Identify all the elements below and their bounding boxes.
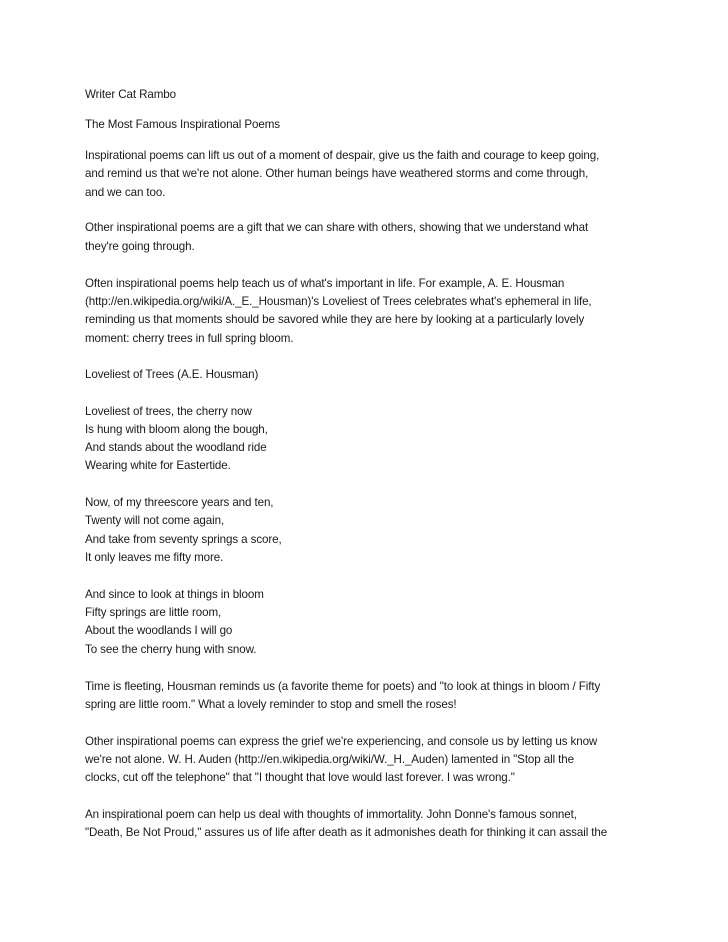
poem-line: Twenty will not come again, [85, 514, 225, 527]
paragraph-2-line: Other inspirational poems are a gift that we can share with others, showing that we understand what [85, 221, 589, 234]
document-title: The Most Famous Inspirational Poems [85, 118, 280, 131]
poem-line: And take from seventy springs a score, [85, 533, 282, 546]
paragraph-5-line: we're not alone. W. H. Auden (http://en.wikipedia.org/wiki/W._H._Auden) lamented in "Stop all the [85, 753, 574, 766]
paragraph-2-line: they're going through. [85, 240, 195, 253]
poem-line: Now, of my threescore years and ten, [85, 496, 274, 509]
paragraph-4-line: Time is fleeting, Housman reminds us (a favorite theme for poets) and "to look at things in bloom / Fifty [85, 680, 601, 693]
paragraph-5-line: Other inspirational poems can express the grief we're experiencing, and console us by letting us know [85, 735, 598, 748]
author-line: Writer Cat Rambo [85, 88, 176, 101]
paragraph-3-line: reminding us that moments should be savored while they are here by looking at a particularly lovely [85, 313, 585, 326]
paragraph-3-line: (http://en.wikipedia.org/wiki/A._E._Housman)'s Loveliest of Trees celebrates what's ephemeral in life, [85, 295, 592, 308]
poem-line: It only leaves me fifty more. [85, 551, 224, 564]
poem-line: And since to look at things in bloom [85, 588, 264, 601]
paragraph-1-line: and remind us that we're not alone. Other human beings have weathered storms and come through, [85, 167, 589, 180]
poem-title: Loveliest of Trees (A.E. Housman) [85, 368, 259, 381]
poem-line: About the woodlands I will go [85, 624, 233, 637]
paragraph-3-line: moment: cherry trees in full spring bloom. [85, 332, 294, 345]
paragraph-5-line: clocks, cut off the telephone" that "I thought that love would last forever. I was wrong." [85, 771, 515, 784]
poem-line: And stands about the woodland ride [85, 441, 267, 454]
paragraph-4-line: spring are little room." What a lovely reminder to stop and smell the roses! [85, 698, 457, 711]
poem-line: Wearing white for Eastertide. [85, 459, 231, 472]
poem-line: Is hung with bloom along the bough, [85, 423, 268, 436]
paragraph-1-line: and we can too. [85, 186, 166, 199]
poem-line: Fifty springs are little room, [85, 606, 222, 619]
paragraph-6-line: "Death, Be Not Proud," assures us of life after death as it admonishes death for thinking it can assail the [85, 826, 608, 839]
poem-line: Loveliest of trees, the cherry now [85, 405, 252, 418]
paragraph-6-line: An inspirational poem can help us deal with thoughts of immortality. John Donne's famous sonnet, [85, 808, 577, 821]
paragraph-3-line: Often inspirational poems help teach us of what's important in life. For example, A. E. Housman [85, 277, 565, 290]
poem-line: To see the cherry hung with snow. [85, 643, 257, 656]
paragraph-1-line: Inspirational poems can lift us out of a moment of despair, give us the faith and courage to keep going, [85, 149, 600, 162]
